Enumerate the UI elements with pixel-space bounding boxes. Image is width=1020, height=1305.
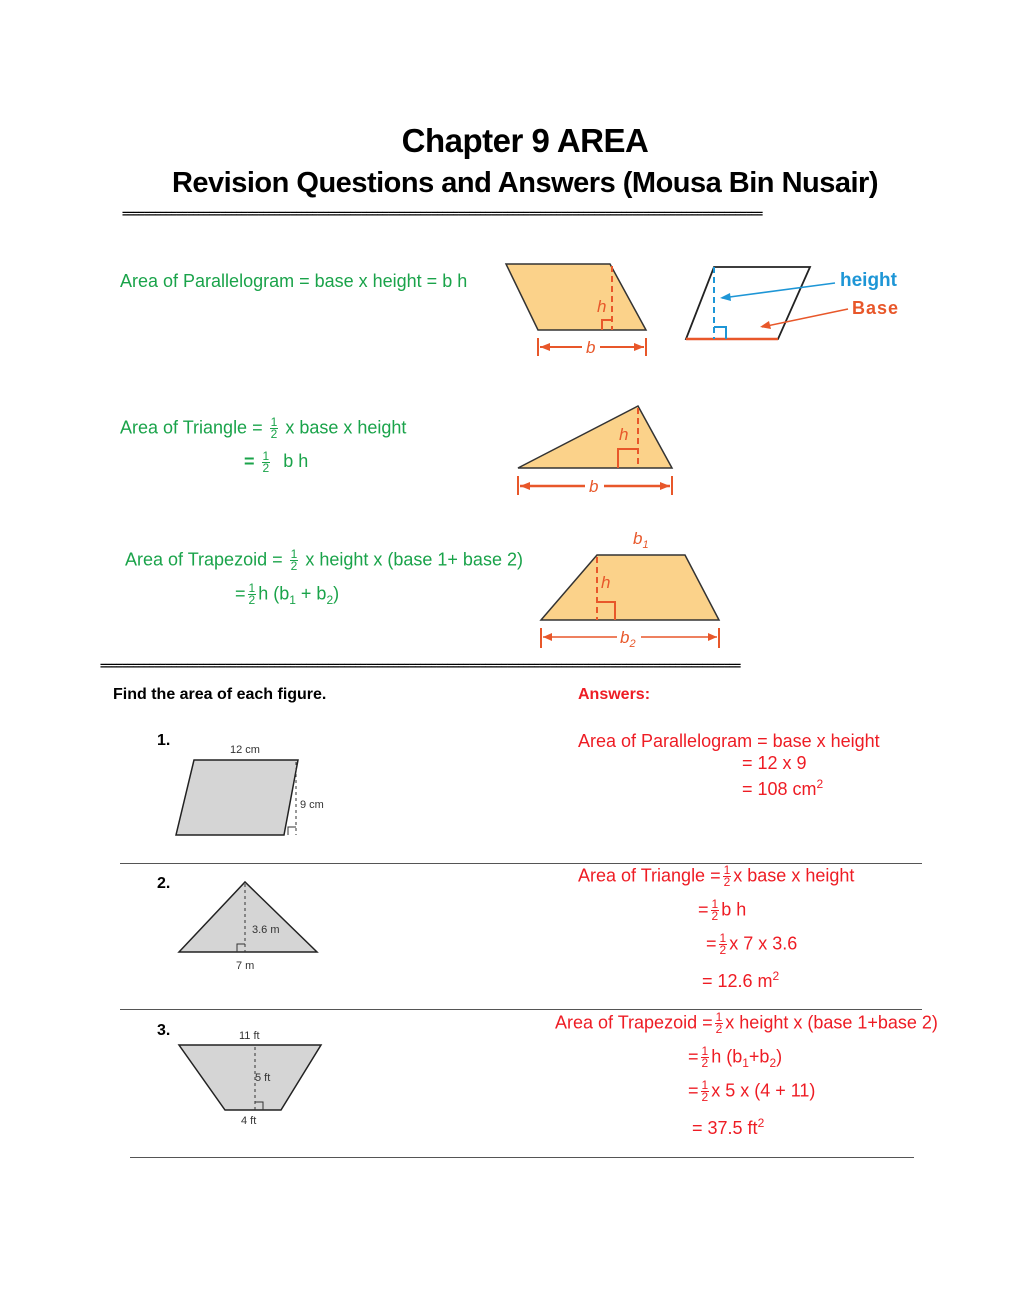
q3-height-label: 5 ft xyxy=(255,1072,271,1084)
q3-answer-line1: Area of Trapezoid = $\frac{1}{2}$ x height x (base 1+base 2) xyxy=(555,1010,938,1036)
b2-label: $b_2$ xyxy=(620,628,636,650)
separator-3 xyxy=(130,1157,914,1158)
q2-answer-line1: Area of Triangle = $\frac{1}{2}$ x base x height xyxy=(578,863,855,889)
triangle-formula xyxy=(120,417,406,440)
b-label: b xyxy=(589,477,599,496)
outline-parallelogram xyxy=(686,267,810,339)
answers-heading: Answers: xyxy=(578,686,651,703)
arrowhead-right xyxy=(634,343,644,351)
h-label: h xyxy=(619,425,629,444)
q3-answer-line2: = $\frac{1}{2}$ h $(b_1+b_2)$ xyxy=(688,1044,783,1070)
question-3-number: 3. xyxy=(157,1022,171,1039)
q1-side-label: 9 cm xyxy=(300,799,324,811)
q3-trapezoid xyxy=(179,1045,321,1110)
q1-answer-line1: Area of Parallelogram = base x height xyxy=(578,731,880,751)
arrowhead-right xyxy=(660,482,670,490)
separator-2 xyxy=(120,1009,922,1010)
trapezoid-shape xyxy=(541,555,719,620)
base-label: Base xyxy=(852,298,900,318)
arrowhead-left xyxy=(543,633,552,641)
height-pointer xyxy=(722,283,835,298)
h-label: h xyxy=(597,297,607,316)
q3-top-label: 11 ft xyxy=(239,1030,260,1042)
right-angle-mark xyxy=(714,327,726,339)
q1-answer-line2: = 12 x 9 xyxy=(742,753,807,773)
q2-answer-line4: = 12.6 $m^2$ xyxy=(702,969,780,991)
h-label: h xyxy=(601,573,611,592)
base-pointer xyxy=(762,309,848,327)
arrowhead-left xyxy=(540,343,550,351)
parallelogram-formula: Area of Parallelogram = base x height = b h xyxy=(120,271,468,291)
trapezoid-formula: Area of Trapezoid = $\frac{1}{2}$ x height x (base 1+ base 2) xyxy=(125,547,523,573)
triangle-formula-suffix: x base x height xyxy=(285,417,407,438)
q2-answer-line3: = $\frac{1}{2}$ x 7 x 3.6 xyxy=(706,931,798,957)
triangle-formula-line2: = $\frac{1}{2}$ b h xyxy=(244,449,309,475)
parallelogram-diagram xyxy=(500,258,660,368)
trapezoid-formula-line2: = $\frac{1}{2}$ h $(b_1 + b_2)$ xyxy=(235,581,340,607)
parallelogram-height-base-diagram xyxy=(680,258,920,348)
b-label: b xyxy=(586,338,596,357)
top-divider: ====================================================================================================================== xyxy=(122,207,762,220)
half-fraction: $\frac{1}{2}$ xyxy=(248,581,256,607)
arrowhead-right xyxy=(708,633,717,641)
q2-triangle xyxy=(179,882,317,952)
question-2-figure xyxy=(175,878,325,978)
height-pointer-head xyxy=(720,293,731,301)
question-2-number: 2. xyxy=(157,875,171,892)
base-pointer-head xyxy=(760,321,771,329)
q1-parallelogram xyxy=(176,760,298,835)
page-subtitle: Revision Questions and Answers (Mousa Bin Nusair) xyxy=(171,167,878,199)
half-fraction: $\frac{1}{2}$ xyxy=(270,415,278,441)
half-fraction: $\frac{1}{2}$ xyxy=(262,449,270,475)
triangle-shape xyxy=(518,406,672,468)
question-1-number: 1. xyxy=(157,732,171,749)
parallelogram-shape xyxy=(506,264,646,330)
half-fraction: $\frac{1}{2}$ xyxy=(290,547,298,573)
triangle-formula-prefix: Area of Triangle = xyxy=(120,417,263,438)
arrowhead-left xyxy=(520,482,530,490)
q3-answer-line4: = 37.5 $ft^2$ xyxy=(692,1116,765,1138)
q3-bottom-label: 4 ft xyxy=(241,1115,257,1127)
b1-label: $b_1$ xyxy=(633,529,649,551)
q1-answer-line3: = 108 $cm^2$ xyxy=(742,777,824,799)
height-label: height xyxy=(840,270,897,291)
exercises-heading: Find the area of each figure. xyxy=(113,686,327,703)
question-1-figure xyxy=(170,740,340,845)
triangle-diagram xyxy=(510,398,680,498)
q1-top-label: 12 cm xyxy=(230,744,260,756)
q2-answer-line2: = $\frac{1}{2}$ b h xyxy=(698,897,747,923)
q2-height-label: 3.6 m xyxy=(252,924,280,936)
q3-answer-line3: = $\frac{1}{2}$ x 5 x (4 + 11) xyxy=(688,1078,816,1104)
q1-right-angle xyxy=(288,827,296,835)
trapezoid-diagram xyxy=(535,526,730,652)
q2-base-label: 7 m xyxy=(236,960,255,972)
page-title: Chapter 9 AREA xyxy=(401,122,649,159)
middle-divider: ====================================================================================================================== xyxy=(100,659,740,672)
question-3-figure xyxy=(175,1026,330,1131)
separator-1 xyxy=(120,863,922,864)
